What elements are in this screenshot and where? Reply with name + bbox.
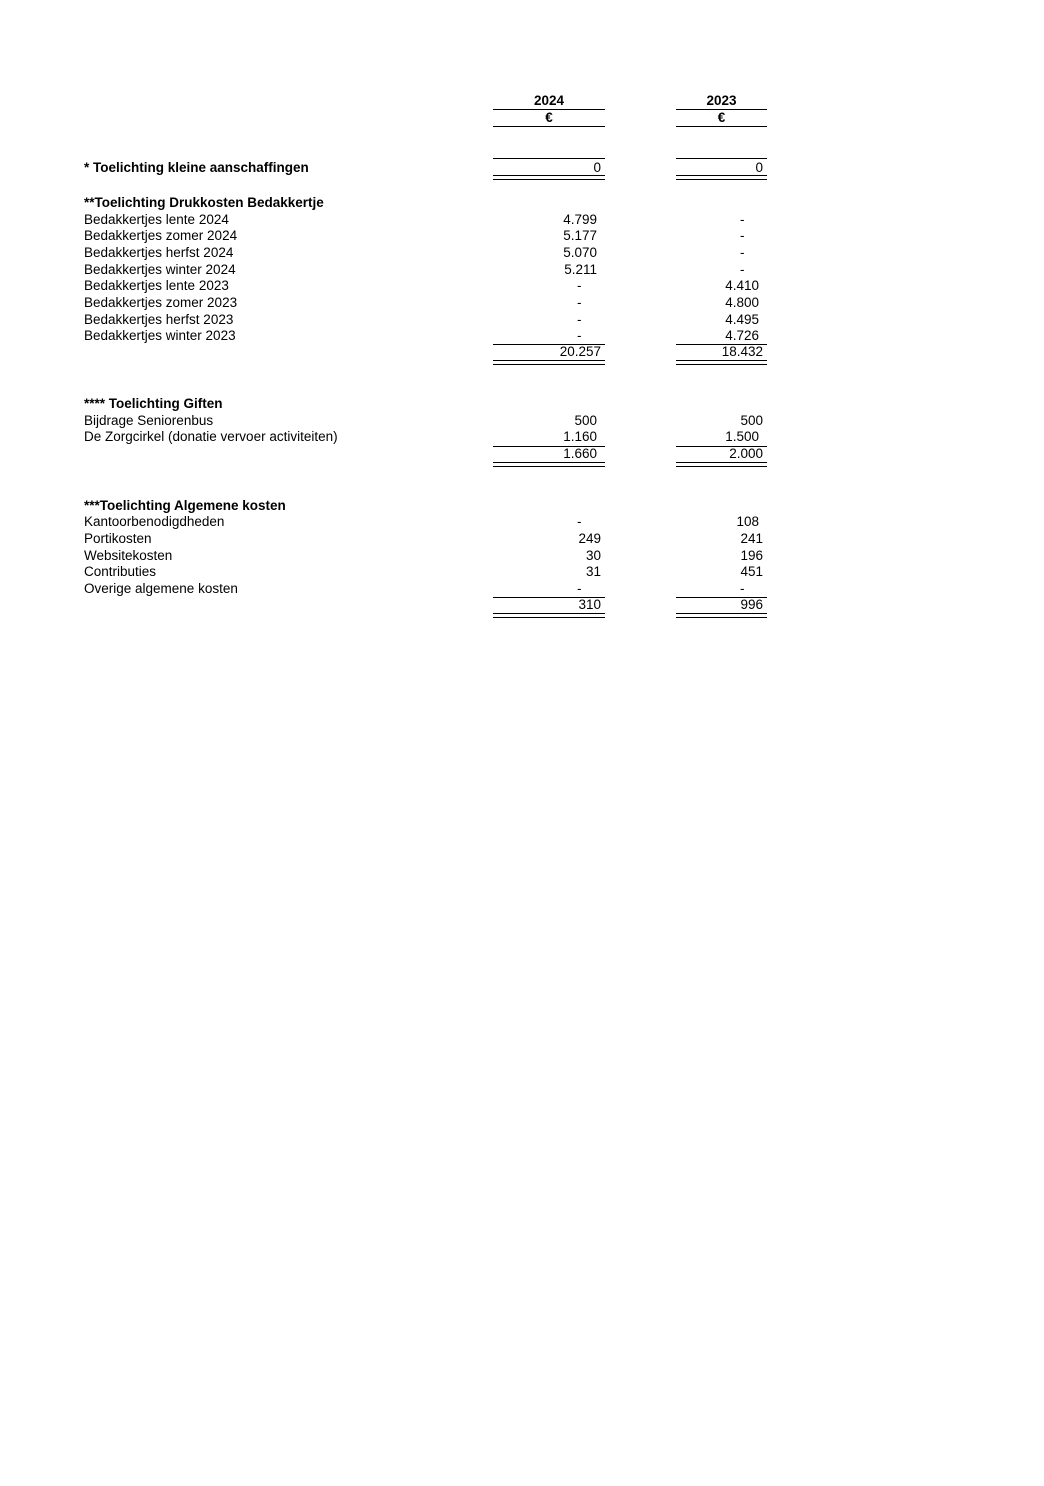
row-label: Bedakkertjes winter 2023	[84, 328, 236, 343]
row-label: Kantoorbenodigdheden	[84, 514, 225, 529]
total-double-rule	[493, 175, 605, 180]
row-label: Bedakkertjes lente 2024	[84, 212, 229, 227]
total-double-rule	[676, 360, 767, 365]
value-2024: -	[577, 581, 582, 596]
value-2024: 249	[578, 531, 601, 546]
value-2024: 5.211	[564, 262, 597, 277]
value-2023: 451	[740, 564, 763, 579]
total-double-rule	[676, 175, 767, 180]
row-label: Bedakkertjes winter 2024	[84, 262, 236, 277]
value-2023: 500	[740, 413, 763, 428]
currency-label-2024: €	[545, 110, 553, 125]
row-label: Contributies	[84, 564, 157, 579]
total-double-rule	[493, 360, 605, 365]
total-2024: 310	[578, 597, 601, 612]
value-2023: 108	[736, 514, 759, 529]
header-rule	[676, 126, 767, 127]
currency-label-2023: €	[717, 110, 726, 125]
subtotal-rule	[676, 158, 767, 159]
total-2024: 0	[593, 160, 601, 175]
total-2023: 996	[740, 597, 763, 612]
total-2023: 2.000	[729, 446, 763, 461]
value-2024: 1.160	[563, 429, 597, 444]
section-heading-drukkosten: **Toelichting Drukkosten Bedakkertje	[84, 195, 324, 210]
value-2024: -	[577, 514, 582, 529]
value-2023: 196	[740, 548, 763, 563]
total-double-rule	[676, 462, 767, 467]
row-label: Websitekosten	[84, 548, 173, 563]
value-2024: 5.070	[563, 245, 597, 260]
header-rule	[493, 126, 605, 127]
value-2024: -	[577, 278, 582, 293]
value-2023: -	[740, 212, 745, 227]
total-2024: 1.660	[563, 446, 597, 461]
total-double-rule	[493, 462, 605, 467]
row-label: Bedakkertjes herfst 2023	[84, 312, 234, 327]
value-2024: 5.177	[563, 228, 597, 243]
column-header-2024: 2024	[533, 93, 565, 108]
value-2024: 4.799	[563, 212, 597, 227]
section-heading-giften: **** Toelichting Giften	[84, 396, 223, 411]
row-label: Bedakkertjes zomer 2024	[84, 228, 238, 243]
row-label: Bedakkertjes lente 2023	[84, 278, 229, 293]
value-2023: 4.726	[725, 328, 759, 343]
value-2024: 31	[585, 564, 601, 579]
total-double-rule	[493, 613, 605, 618]
value-2024: -	[577, 295, 582, 310]
value-2023: 4.800	[725, 295, 759, 310]
value-2024: 30	[585, 548, 601, 563]
row-label: Bedakkertjes herfst 2024	[84, 245, 234, 260]
value-2023: -	[740, 581, 745, 596]
value-2023: -	[740, 262, 745, 277]
section-heading-kleine-aanschaffingen: * Toelichting kleine aanschaffingen	[84, 160, 309, 175]
value-2024: -	[577, 312, 582, 327]
row-label: Bijdrage Seniorenbus	[84, 413, 214, 428]
value-2023: 241	[740, 531, 763, 546]
row-label: Overige algemene kosten	[84, 581, 238, 596]
total-2024: 20.257	[559, 344, 601, 359]
subtotal-rule	[493, 158, 605, 159]
total-double-rule	[676, 613, 767, 618]
value-2023: 4.410	[725, 278, 759, 293]
row-label: De Zorgcirkel (donatie vervoer activiteiten)	[84, 429, 338, 444]
value-2024: 500	[574, 413, 597, 428]
total-2023: 18.432	[721, 344, 763, 359]
section-heading-algemene-kosten: ***Toelichting Algemene kosten	[84, 498, 286, 513]
column-header-2023: 2023	[706, 93, 737, 108]
row-label: Portikosten	[84, 531, 152, 546]
value-2023: 4.495	[725, 312, 759, 327]
value-2023: -	[740, 228, 745, 243]
total-2023: 0	[755, 160, 763, 175]
value-2024: -	[577, 328, 582, 343]
value-2023: -	[740, 245, 745, 260]
value-2023: 1.500	[725, 429, 759, 444]
row-label: Bedakkertjes zomer 2023	[84, 295, 238, 310]
